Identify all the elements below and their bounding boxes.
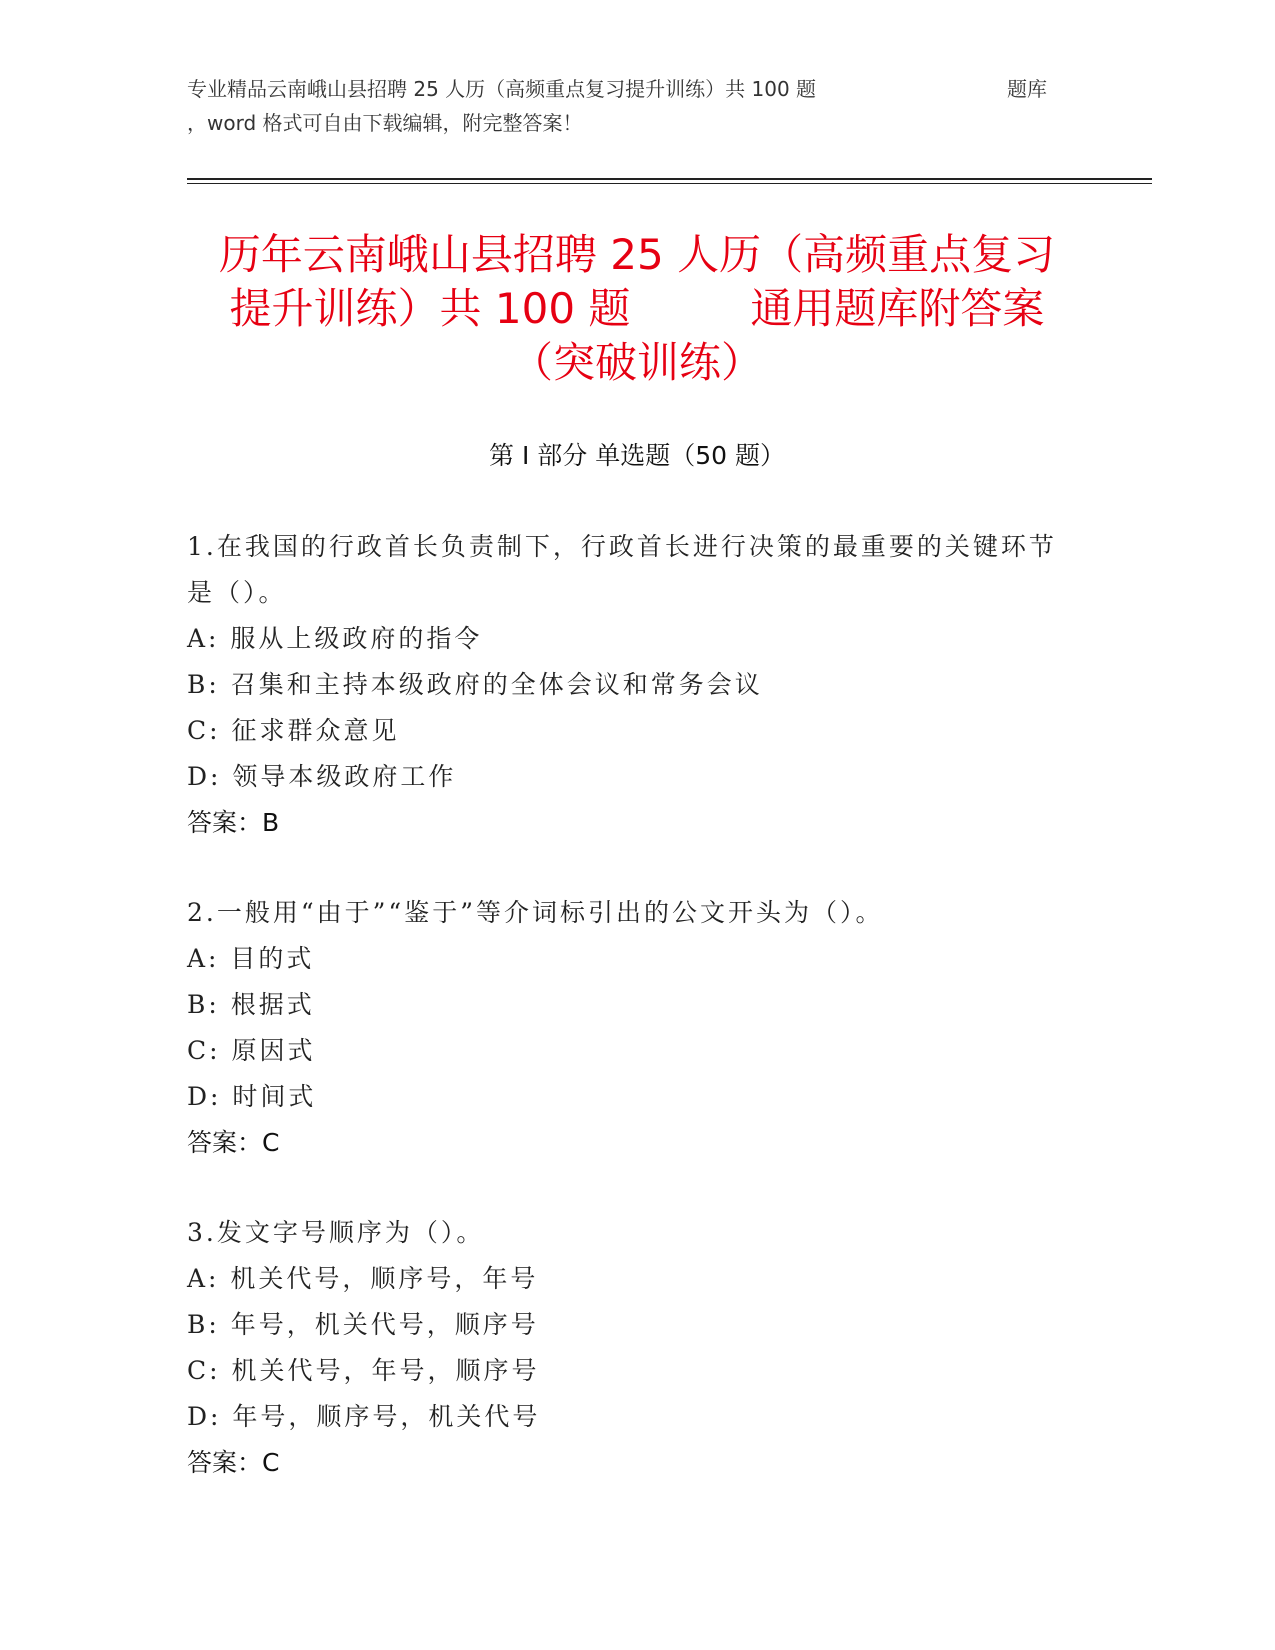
option-d: D: 时间式 bbox=[187, 1082, 317, 1111]
title-line-2-a: 提升训练）共 100 题 bbox=[229, 284, 631, 333]
option-d: D: 领导本级政府工作 bbox=[187, 762, 457, 791]
answer-label: 答案：C bbox=[187, 1448, 280, 1477]
option-b: B: 召集和主持本级政府的全体会议和常务会议 bbox=[187, 670, 763, 699]
header-rule-thin bbox=[187, 183, 1152, 184]
page-title bbox=[187, 228, 1087, 390]
header-line-1 bbox=[187, 72, 1087, 106]
question-list bbox=[187, 524, 1067, 1530]
question-1 bbox=[187, 524, 1067, 846]
option-a: A: 服从上级政府的指令 bbox=[187, 624, 483, 653]
title-line-1: 历年云南峨山县招聘 25 人历（高频重点复习 bbox=[218, 230, 1056, 279]
title-line-2 bbox=[187, 282, 1087, 336]
header-right-text: 题库 bbox=[1007, 77, 1047, 101]
option-a: A: 目的式 bbox=[187, 944, 315, 973]
header-left-text: 专业精品云南峨山县招聘 25 人历（高频重点复习提升训练）共 100 题 bbox=[187, 77, 817, 101]
option-a: A: 机关代号，顺序号，年号 bbox=[187, 1264, 539, 1293]
option-c: C: 征求群众意见 bbox=[187, 716, 400, 745]
header-rule-thick bbox=[187, 178, 1152, 180]
question-stem: 1.在我国的行政首长负责制下，行政首长进行决策的最重要的关键环节是（）。 bbox=[187, 532, 1057, 607]
section-heading: 第 I 部分 单选题（50 题） bbox=[489, 441, 785, 470]
question-3 bbox=[187, 1210, 1067, 1486]
title-line-3: （突破训练） bbox=[510, 338, 763, 387]
answer-label: 答案：C bbox=[187, 1128, 280, 1157]
document-header bbox=[187, 72, 1087, 140]
question-stem: 3.发文字号顺序为（）。 bbox=[187, 1218, 485, 1247]
question-stem: 2.一般用“由于”“鉴于”等介词标引出的公文开头为（）。 bbox=[187, 898, 884, 927]
option-b: B: 根据式 bbox=[187, 990, 315, 1019]
option-b: B: 年号，机关代号，顺序号 bbox=[187, 1310, 539, 1339]
option-c: C: 机关代号，年号，顺序号 bbox=[187, 1356, 540, 1385]
option-c: C: 原因式 bbox=[187, 1036, 316, 1065]
answer-label: 答案：B bbox=[187, 808, 280, 837]
question-2 bbox=[187, 890, 1067, 1166]
title-line-2-b: 通用题库附答案 bbox=[750, 284, 1045, 333]
header-line-2: ，word 格式可自由下载编辑，附完整答案！ bbox=[187, 111, 583, 135]
option-d: D: 年号，顺序号，机关代号 bbox=[187, 1402, 541, 1431]
